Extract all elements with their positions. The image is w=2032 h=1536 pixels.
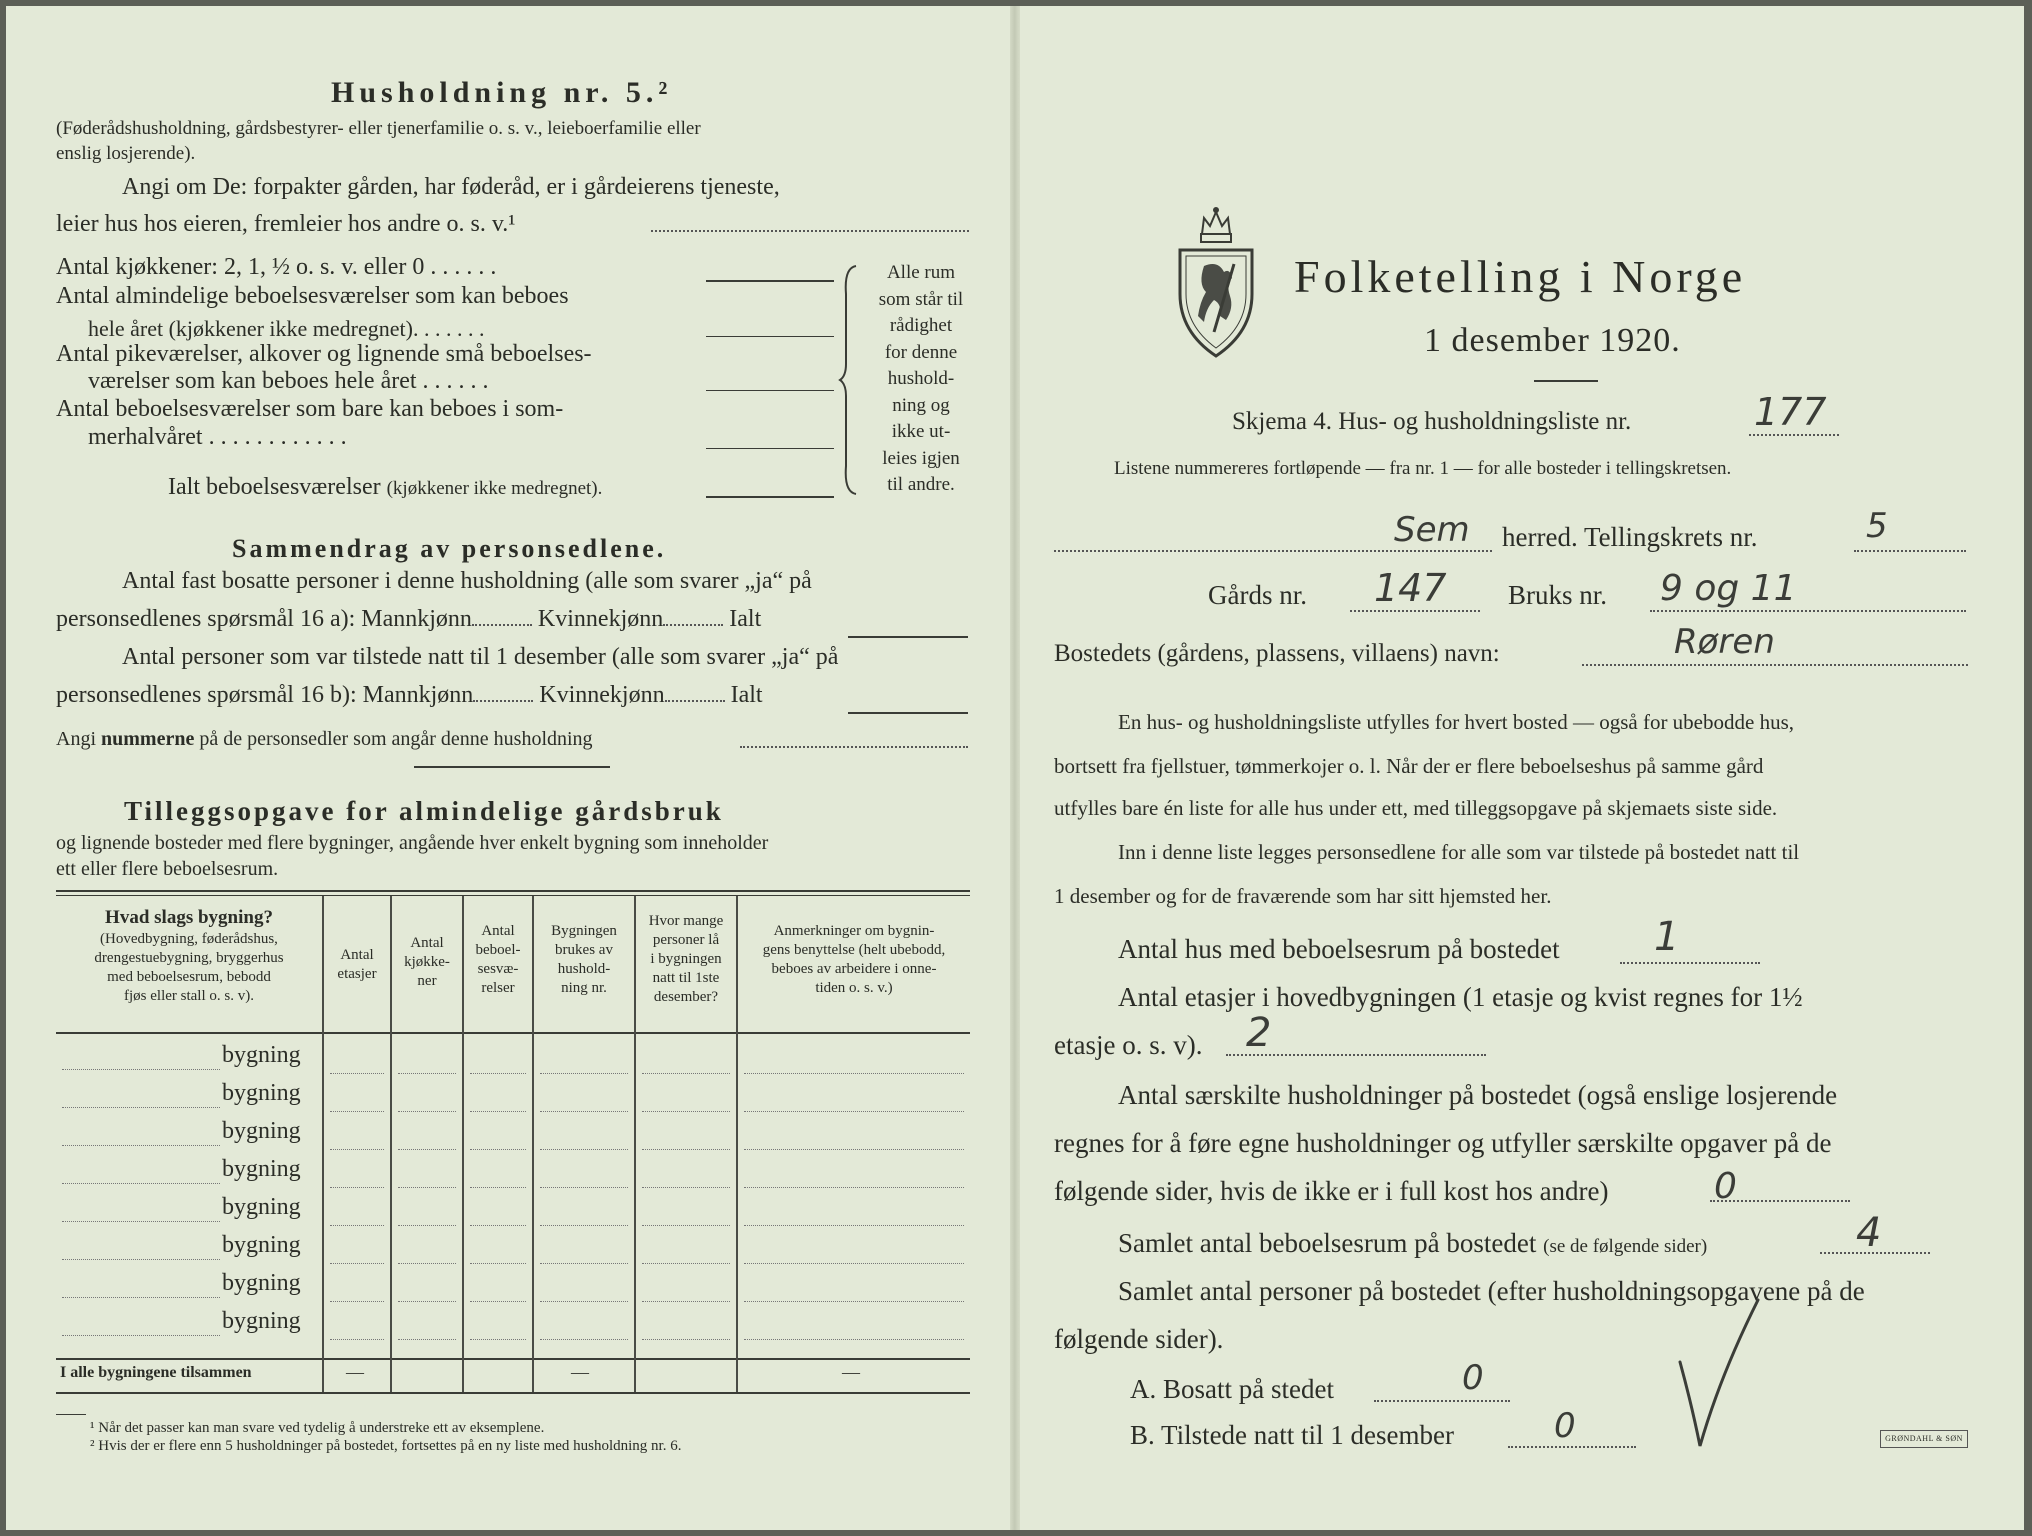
samlet-rum-text: Samlet antal beboelsesrum på bostedet xyxy=(1118,1228,1537,1258)
krets-blank xyxy=(1854,550,1966,552)
household-heading: Husholdning nr. 5.² xyxy=(331,76,673,109)
building-type-blank xyxy=(62,1182,220,1184)
table-header-rule xyxy=(56,1032,970,1034)
intro-line-1: (Føderådshusholdning, gårdsbestyrer- eller tjenerfamilie o. s. v., leieboerfamilie eller xyxy=(56,118,701,139)
rooms-answer-rule-2 xyxy=(706,336,834,337)
header-line: kjøkke- xyxy=(404,954,450,970)
table-cell-blank[interactable] xyxy=(470,1262,526,1264)
angi-nummer-line xyxy=(56,728,593,751)
summary-b-kvinne: Kvinnekjønn xyxy=(539,682,665,708)
bracket-note xyxy=(864,260,978,499)
rooms-line-5: værelser som kan beboes hele året . . . . . . xyxy=(88,368,489,394)
bracket-note-line: som står til xyxy=(878,288,964,310)
summary-b-ialt-rule xyxy=(848,712,968,714)
bracket-icon xyxy=(838,264,860,496)
gards-number[interactable]: 147 xyxy=(1374,566,1447,610)
building-row-label: bygning xyxy=(222,1118,301,1144)
summary-a-ialt: Ialt xyxy=(729,606,762,632)
table-cell-blank[interactable] xyxy=(398,1110,456,1112)
table-cell-blank[interactable] xyxy=(470,1110,526,1112)
tilstede-label: B. Tilstede natt til 1 desember xyxy=(1130,1420,1454,1450)
rooms-line-4: Antal pikeværelser, alkover og lignende små beboelses- xyxy=(56,341,592,367)
header-line: etasjer xyxy=(337,966,377,982)
header-line: i bygningen xyxy=(650,951,722,967)
summary-b-mann-blank xyxy=(473,700,533,702)
total-mark-remarks: — xyxy=(842,1362,860,1382)
header-line: gens benyttelse (helt ubebodd, xyxy=(762,942,946,958)
table-cell-blank[interactable] xyxy=(744,1072,964,1074)
ialt-rooms-rule xyxy=(706,496,834,498)
table-cell-blank[interactable] xyxy=(470,1072,526,1074)
summary-a-mann-blank xyxy=(472,624,532,626)
table-top-rule-2 xyxy=(56,895,970,896)
footnote-2: ² Hvis der er flere enn 5 husholdninger på bostedet, fortsettes på en ny liste med husholdning nr. 6. xyxy=(90,1438,682,1454)
table-header-building xyxy=(58,906,320,1006)
header-line: Antal xyxy=(481,923,515,939)
samlet-rum-note: (se de følgende sider) xyxy=(1543,1236,1708,1257)
header-line: Hvor mange xyxy=(648,913,724,929)
saerskilte-blank xyxy=(1710,1200,1850,1202)
table-header-household xyxy=(534,922,634,998)
antal-hus-value[interactable]: 1 xyxy=(1654,914,1680,960)
table-cell-blank[interactable] xyxy=(330,1110,384,1112)
skjema-label: Skjema 4. Hus- og husholdningsliste nr. xyxy=(1232,408,1632,435)
skjema-number[interactable]: 177 xyxy=(1754,390,1827,434)
header-line: personer lå xyxy=(652,932,720,948)
bracket-note-line: Alle rum xyxy=(886,262,956,283)
summary-b-mann: personsedlenes spørsmål 16 b): Mannkjønn xyxy=(56,682,474,708)
footnote-1: ¹ Når det passer kan man svare ved tydelig å understreke ett av eksemplene. xyxy=(90,1420,545,1436)
bracket-note-line: til andre. xyxy=(887,474,955,495)
supplement-title: Tilleggsopgave for almindelige gårdsbruk xyxy=(124,796,724,826)
bracket-note-line: ning og xyxy=(892,394,950,416)
table-header-remarks xyxy=(738,922,970,998)
bracket-note-line: ikke ut- xyxy=(891,421,951,442)
building-row-label: bygning xyxy=(222,1156,301,1182)
samlet-rum-value[interactable]: 4 xyxy=(1856,1210,1882,1256)
numbering-instruction: Listene nummereres fortløpende — fra nr. 1 — for alle bosteder i tellingskretsen. xyxy=(1114,458,1732,479)
table-cell-blank[interactable] xyxy=(540,1338,628,1340)
table-cell-blank[interactable] xyxy=(470,1186,526,1188)
summary-a-line-1: Antal fast bosatte personer i denne husholdning (alle som svarer „ja“ på xyxy=(122,568,812,594)
header-line: med beboelsesrum, bebodd xyxy=(107,969,271,985)
rooms-line-1: Antal kjøkkener: 2, 1, ½ o. s. v. eller 0 . . . . . . xyxy=(56,254,497,280)
table-cell-blank[interactable] xyxy=(642,1300,730,1302)
angi-nummer-prefix: Angi xyxy=(56,728,101,750)
krets-number[interactable]: 5 xyxy=(1866,506,1888,546)
table-cell-blank[interactable] xyxy=(330,1224,384,1226)
table-header-kjokkener xyxy=(392,934,462,991)
summary-b-line-2 xyxy=(56,682,763,709)
gards-label: Gårds nr. xyxy=(1208,580,1307,610)
footnote-rule xyxy=(56,1414,86,1415)
table-total-label: I alle bygningene tilsammen xyxy=(60,1364,252,1381)
building-row-label: bygning xyxy=(222,1042,301,1068)
angi-answer-line xyxy=(651,230,969,232)
table-cell-blank[interactable] xyxy=(470,1338,526,1340)
herred-value[interactable]: Sem xyxy=(1394,510,1470,550)
table-cell-blank[interactable] xyxy=(642,1148,730,1150)
table-top-rule xyxy=(56,890,970,892)
table-cell-blank[interactable] xyxy=(470,1224,526,1226)
census-date: 1 desember 1920. xyxy=(1424,322,1681,359)
table-cell-blank[interactable] xyxy=(642,1338,730,1340)
section-divider xyxy=(414,766,610,768)
bosatt-blank xyxy=(1374,1400,1510,1402)
table-cell-blank[interactable] xyxy=(330,1072,384,1074)
table-cell-blank[interactable] xyxy=(330,1186,384,1188)
antal-hus-blank xyxy=(1620,962,1760,964)
para1-line-1: En hus- og husholdningsliste utfylles for hvert bosted — også for ubebodde hus, xyxy=(1118,710,1794,734)
building-row-label: bygning xyxy=(222,1308,301,1334)
header-line: tiden o. s. v.) xyxy=(815,980,893,996)
table-cell-blank[interactable] xyxy=(744,1224,964,1226)
table-cell-blank[interactable] xyxy=(642,1110,730,1112)
table-cell-blank[interactable] xyxy=(330,1338,384,1340)
table-cell-blank[interactable] xyxy=(540,1186,628,1188)
table-cell-blank[interactable] xyxy=(744,1110,964,1112)
building-type-blank xyxy=(62,1258,220,1260)
herred-label: herred. Tellingskrets nr. xyxy=(1502,522,1758,552)
summary-title: Sammendrag av personsedlene. xyxy=(232,534,667,563)
header-line: beboel- xyxy=(475,942,521,958)
rooms-line-3: hele året (kjøkkener ikke medregnet). . . . . . . xyxy=(88,316,485,341)
angi-line-2: leier hus hos eieren, fremleier hos andre o. s. v.¹ xyxy=(56,211,516,237)
building-row-label: bygning xyxy=(222,1270,301,1296)
table-cell-blank[interactable] xyxy=(398,1224,456,1226)
para2-line-2: 1 desember og for de fraværende som har sitt hjemsted her. xyxy=(1054,884,1552,908)
header-line: Bygningen xyxy=(551,923,617,939)
header-line: (Hovedbygning, føderådshus, xyxy=(100,931,278,947)
table-cell-blank[interactable] xyxy=(540,1262,628,1264)
building-type-blank xyxy=(62,1106,220,1108)
herred-blank xyxy=(1054,550,1492,552)
table-cell-blank[interactable] xyxy=(540,1110,628,1112)
para1-line-2: bortsett fra fjellstuer, tømmerkojer o. l. Når der er flere beboelseshus på samme gård xyxy=(1054,754,1764,778)
bracket-note-line: leies igjen xyxy=(882,447,960,469)
table-cell-blank[interactable] xyxy=(330,1262,384,1264)
rooms-answer-rule-4 xyxy=(706,448,834,449)
gards-blank xyxy=(1350,610,1480,612)
table-header-persons xyxy=(636,912,736,1007)
antal-hus-label: Antal hus med beboelsesrum på bostedet xyxy=(1118,934,1560,964)
para1-line-3: utfylles bare én liste for alle hus under ett, med tilleggsopgave på skjemaets siste side. xyxy=(1054,796,1778,820)
bracket-note-line: for denne xyxy=(884,341,958,363)
ialt-rooms-note: (kjøkkener ikke medregnet). xyxy=(386,478,603,499)
table-cell-blank[interactable] xyxy=(540,1072,628,1074)
header-line: Antal xyxy=(410,935,444,951)
samlet-rum-blank xyxy=(1820,1252,1930,1254)
angi-nummer-bold: nummerne xyxy=(101,728,195,750)
table-cell-blank[interactable] xyxy=(744,1300,964,1302)
etasjer-blank xyxy=(1226,1054,1486,1056)
table-cell-blank[interactable] xyxy=(398,1338,456,1340)
bruks-label: Bruks nr. xyxy=(1508,580,1608,610)
bosted-label: Bostedets (gårdens, plassens, villaens) navn: xyxy=(1054,640,1500,667)
tilstede-blank xyxy=(1508,1446,1636,1448)
para2-line-1: Inn i denne liste legges personsedlene for alle som var tilstede på bostedet natt til xyxy=(1118,840,1800,864)
table-cell-blank[interactable] xyxy=(398,1262,456,1264)
table-cell-blank[interactable] xyxy=(642,1224,730,1226)
bruks-blank xyxy=(1650,610,1966,612)
summary-b-line-1: Antal personer som var tilstede natt til 1 desember (alle som svarer „ja“ på xyxy=(122,644,839,670)
summary-a-mann: personsedlenes spørsmål 16 a): Mannkjønn xyxy=(56,606,472,632)
check-mark-icon xyxy=(1674,1296,1764,1466)
building-type-blank xyxy=(62,1068,220,1070)
summary-a-kvinne-blank xyxy=(663,624,723,626)
samlet-pers-line-2: følgende sider). xyxy=(1054,1324,1224,1354)
bosted-value[interactable]: Røren xyxy=(1674,622,1775,662)
total-mark-household: — xyxy=(571,1362,589,1382)
table-cell-blank[interactable] xyxy=(398,1300,456,1302)
table-cell-blank[interactable] xyxy=(642,1072,730,1074)
building-type-blank xyxy=(62,1220,220,1222)
rooms-answer-rule-3 xyxy=(706,390,834,391)
header-line: brukes av xyxy=(555,942,613,958)
table-bottom-rule xyxy=(56,1392,970,1394)
table-cell-blank[interactable] xyxy=(470,1300,526,1302)
header-line: fjøs eller stall o. s. v). xyxy=(124,988,254,1004)
bracket-note-line: hushold- xyxy=(887,368,955,389)
table-cell-blank[interactable] xyxy=(744,1338,964,1340)
tilstede-value[interactable]: 0 xyxy=(1554,1406,1576,1446)
etasjer-line-1: Antal etasjer i hovedbygningen (1 etasje og kvist regnes for 1½ xyxy=(1118,982,1803,1012)
rooms-line-6: Antal beboelsesværelser som bare kan beboes i som- xyxy=(56,396,564,422)
building-row-label: bygning xyxy=(222,1232,301,1258)
header-line: sesvæ- xyxy=(477,961,519,977)
table-cell-blank[interactable] xyxy=(398,1072,456,1074)
ialt-rooms-text: Ialt beboelsesværelser xyxy=(168,474,381,500)
table-cell-blank[interactable] xyxy=(470,1148,526,1150)
table-cell-blank[interactable] xyxy=(642,1262,730,1264)
bosted-blank xyxy=(1582,664,1968,666)
total-mark-etasjer: — xyxy=(346,1362,364,1382)
saerskilte-line-1: Antal særskilte husholdninger på bostedet (også enslige losjerende xyxy=(1118,1080,1838,1110)
saerskilte-line-2: regnes for å føre egne husholdninger og utfyller særskilte opgaver på de xyxy=(1054,1128,1832,1158)
coat-of-arms-icon xyxy=(1174,204,1258,360)
census-title: Folketelling i Norge xyxy=(1294,251,1747,302)
header-line: ner xyxy=(417,973,437,989)
header-line: Anmerkninger om bygnin- xyxy=(773,923,935,939)
building-type-blank xyxy=(62,1334,220,1336)
right-page xyxy=(1014,6,2024,1530)
etasjer-value[interactable]: 2 xyxy=(1246,1010,1272,1056)
table-cell-blank[interactable] xyxy=(330,1300,384,1302)
header-line: Hvad slags bygning? xyxy=(105,907,273,928)
angi-line-1: Angi om De: forpakter gården, har føderåd, er i gårdeierens tjeneste, xyxy=(122,174,780,200)
supplement-intro-1: og lignende bosteder med flere bygninger, angående hver enkelt bygning som inneholder xyxy=(56,832,769,854)
angi-nummer-rest: på de personsedler som angår denne husholdning xyxy=(194,728,593,750)
census-sheet xyxy=(6,6,2024,1530)
table-cell-blank[interactable] xyxy=(398,1186,456,1188)
building-type-blank xyxy=(62,1144,220,1146)
rooms-answer-rule-1 xyxy=(706,280,834,282)
bosatt-value[interactable]: 0 xyxy=(1462,1358,1484,1398)
skjema-number-blank xyxy=(1749,434,1839,436)
building-row-label: bygning xyxy=(222,1194,301,1220)
summary-b-ialt: Ialt xyxy=(730,682,763,708)
rooms-line-2: Antal almindelige beboelsesværelser som kan beboes xyxy=(56,283,569,309)
bracket-note-line: rådighet xyxy=(889,315,953,336)
summary-a-kvinne: Kvinnekjønn xyxy=(537,606,664,632)
table-cell-blank[interactable] xyxy=(744,1148,964,1150)
table-header-etasjer xyxy=(324,946,390,984)
summary-b-kvinne-blank xyxy=(665,700,725,702)
table-cell-blank[interactable] xyxy=(744,1262,964,1264)
table-total-rule xyxy=(56,1358,970,1360)
header-line: Antal xyxy=(340,947,374,963)
angi-nummer-blank xyxy=(740,746,968,748)
left-page xyxy=(6,6,1014,1530)
rooms-line-7: merhalvåret . . . . . . . . . . . . xyxy=(88,424,347,450)
saerskilte-line-3: følgende sider, hvis de ikke er i full kost hos andre) xyxy=(1054,1176,1609,1206)
bruks-number[interactable]: 9 og 11 xyxy=(1660,568,1797,609)
header-line: drengestuebygning, bryggerhus xyxy=(94,950,284,966)
table-cell-blank[interactable] xyxy=(330,1148,384,1150)
bosatt-label: A. Bosatt på stedet xyxy=(1130,1374,1334,1404)
building-type-blank xyxy=(62,1296,220,1298)
header-line: relser xyxy=(481,980,515,996)
intro-line-2: enslig losjerende). xyxy=(56,143,196,164)
building-row-label: bygning xyxy=(222,1080,301,1106)
title-divider xyxy=(1534,380,1598,382)
table-cell-blank[interactable] xyxy=(540,1224,628,1226)
saerskilte-value[interactable]: 0 xyxy=(1714,1166,1737,1207)
table-cell-blank[interactable] xyxy=(744,1186,964,1188)
table-cell-blank[interactable] xyxy=(540,1300,628,1302)
samlet-rum-label xyxy=(1118,1228,1707,1259)
header-line: beboes av arbeidere i onne- xyxy=(771,961,937,977)
ialt-rooms-label xyxy=(168,474,602,501)
printer-mark: GRØNDAHL & SØN xyxy=(1880,1430,1968,1448)
samlet-pers-line-1: Samlet antal personer på bostedet (efter husholdningsopgavene på de xyxy=(1118,1276,1865,1306)
header-line: hushold- xyxy=(557,961,611,977)
table-cell-blank[interactable] xyxy=(398,1148,456,1150)
table-header-vaerelser xyxy=(464,922,532,998)
summary-a-line-2 xyxy=(56,606,761,633)
etasjer-line-2: etasje o. s. v). xyxy=(1054,1030,1203,1060)
summary-a-ialt-rule xyxy=(848,636,968,638)
header-line: desember? xyxy=(653,989,719,1005)
supplement-intro-2: ett eller flere beboelsesrum. xyxy=(56,858,279,880)
header-line: ning nr. xyxy=(561,980,607,996)
header-line: natt til 1ste xyxy=(652,970,720,986)
table-cell-blank[interactable] xyxy=(642,1186,730,1188)
table-cell-blank[interactable] xyxy=(540,1148,628,1150)
